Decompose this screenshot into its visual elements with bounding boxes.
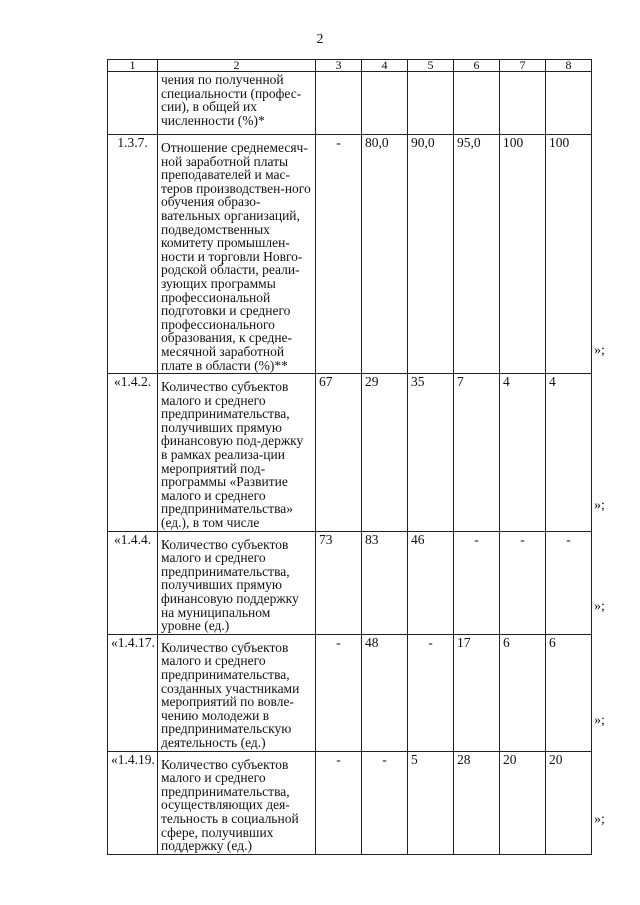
row-number: «1.4.17. (108, 634, 158, 751)
column-header-7: 7 (500, 60, 546, 72)
row-number: «1.4.2. (108, 374, 158, 532)
row-description: чения по полученной специальности (профес-сии), в общей их численности (%)* (158, 72, 316, 135)
value-cell: - (316, 751, 362, 854)
value-cell (546, 72, 592, 135)
value-cell: 100 (546, 135, 592, 374)
column-header-5: 5 (408, 60, 454, 72)
value-cell: 80,0 (362, 135, 408, 374)
table-row (108, 634, 592, 751)
value-cell: 67 (316, 374, 362, 532)
value-cell: 73 (316, 531, 362, 634)
row-description: Количество субъектов малого и среднего предпринимательства, осуществляющих дея-тельность в социальной сфере, получивших поддержку (ед.) (158, 751, 316, 854)
value-cell (454, 72, 500, 135)
row-number: «1.4.4. (108, 531, 158, 634)
value-cell: 20 (546, 751, 592, 854)
value-cell: 35 (408, 374, 454, 532)
value-cell (408, 72, 454, 135)
table-row (108, 531, 592, 634)
value-cell: 48 (362, 634, 408, 751)
value-cell: 20 (500, 751, 546, 854)
column-header-4: 4 (362, 60, 408, 72)
value-cell: - (408, 634, 454, 751)
row-number: 1.3.7. (108, 135, 158, 374)
value-cell: - (316, 634, 362, 751)
row-end-mark: »; (594, 713, 605, 728)
value-cell: 17 (454, 634, 500, 751)
row-number: «1.4.19. (108, 751, 158, 854)
row-end-mark: »; (594, 812, 605, 827)
value-cell: - (500, 531, 546, 634)
value-cell: 29 (362, 374, 408, 532)
value-cell: 46 (408, 531, 454, 634)
value-cell (316, 72, 362, 135)
row-end-mark: »; (594, 343, 605, 358)
indicators-table (107, 59, 592, 855)
value-cell: 83 (362, 531, 408, 634)
value-cell: - (362, 751, 408, 854)
table-row (108, 374, 592, 532)
table-row (108, 72, 592, 135)
row-end-mark: »; (594, 498, 605, 513)
value-cell: - (316, 135, 362, 374)
value-cell: 28 (454, 751, 500, 854)
value-cell (362, 72, 408, 135)
page-number: 2 (316, 32, 324, 47)
table-row (108, 751, 592, 854)
row-number (108, 72, 158, 135)
value-cell: - (454, 531, 500, 634)
column-header-1: 1 (108, 60, 158, 72)
value-cell: 6 (546, 634, 592, 751)
row-description: Количество субъектов малого и среднего предпринимательства, получивших прямую финансовую поддержку на муниципальном уровне (ед.) (158, 531, 316, 634)
value-cell: 7 (454, 374, 500, 532)
column-header-3: 3 (316, 60, 362, 72)
column-header-2: 2 (158, 60, 316, 72)
row-description: Количество субъектов малого и среднего предпринимательства, получивших прямую финансовую под-держку в рамках реализа-ции мероприятий под-программы «Развитие малого и среднего предпринимательства» (ед.), в том числе (158, 374, 316, 532)
column-header-6: 6 (454, 60, 500, 72)
row-description: Количество субъектов малого и среднего предпринимательства, созданных участниками мероприятий по вовле-чению молодежи в предпринимательскую деятельность (ед.) (158, 634, 316, 751)
value-cell: 4 (500, 374, 546, 532)
value-cell (500, 72, 546, 135)
table-row (108, 135, 592, 374)
value-cell: 4 (546, 374, 592, 532)
value-cell: - (546, 531, 592, 634)
value-cell: 95,0 (454, 135, 500, 374)
value-cell: 90,0 (408, 135, 454, 374)
row-end-mark: »; (594, 599, 605, 614)
value-cell: 100 (500, 135, 546, 374)
value-cell: 6 (500, 634, 546, 751)
row-description: Отношение среднемесяч-ной заработной платы преподавателей и мас-теров производствен-ного обучения образо-вательных организаций, подведомственных комитету промышлен-ности и торговли Новго-родской области, реали-зующих программы профессиональной подготовки и среднего профессионального образования, к средне-месячной заработной плате в области (%)** (158, 135, 316, 374)
value-cell: 5 (408, 751, 454, 854)
header-row (108, 60, 592, 72)
column-header-8: 8 (546, 60, 592, 72)
